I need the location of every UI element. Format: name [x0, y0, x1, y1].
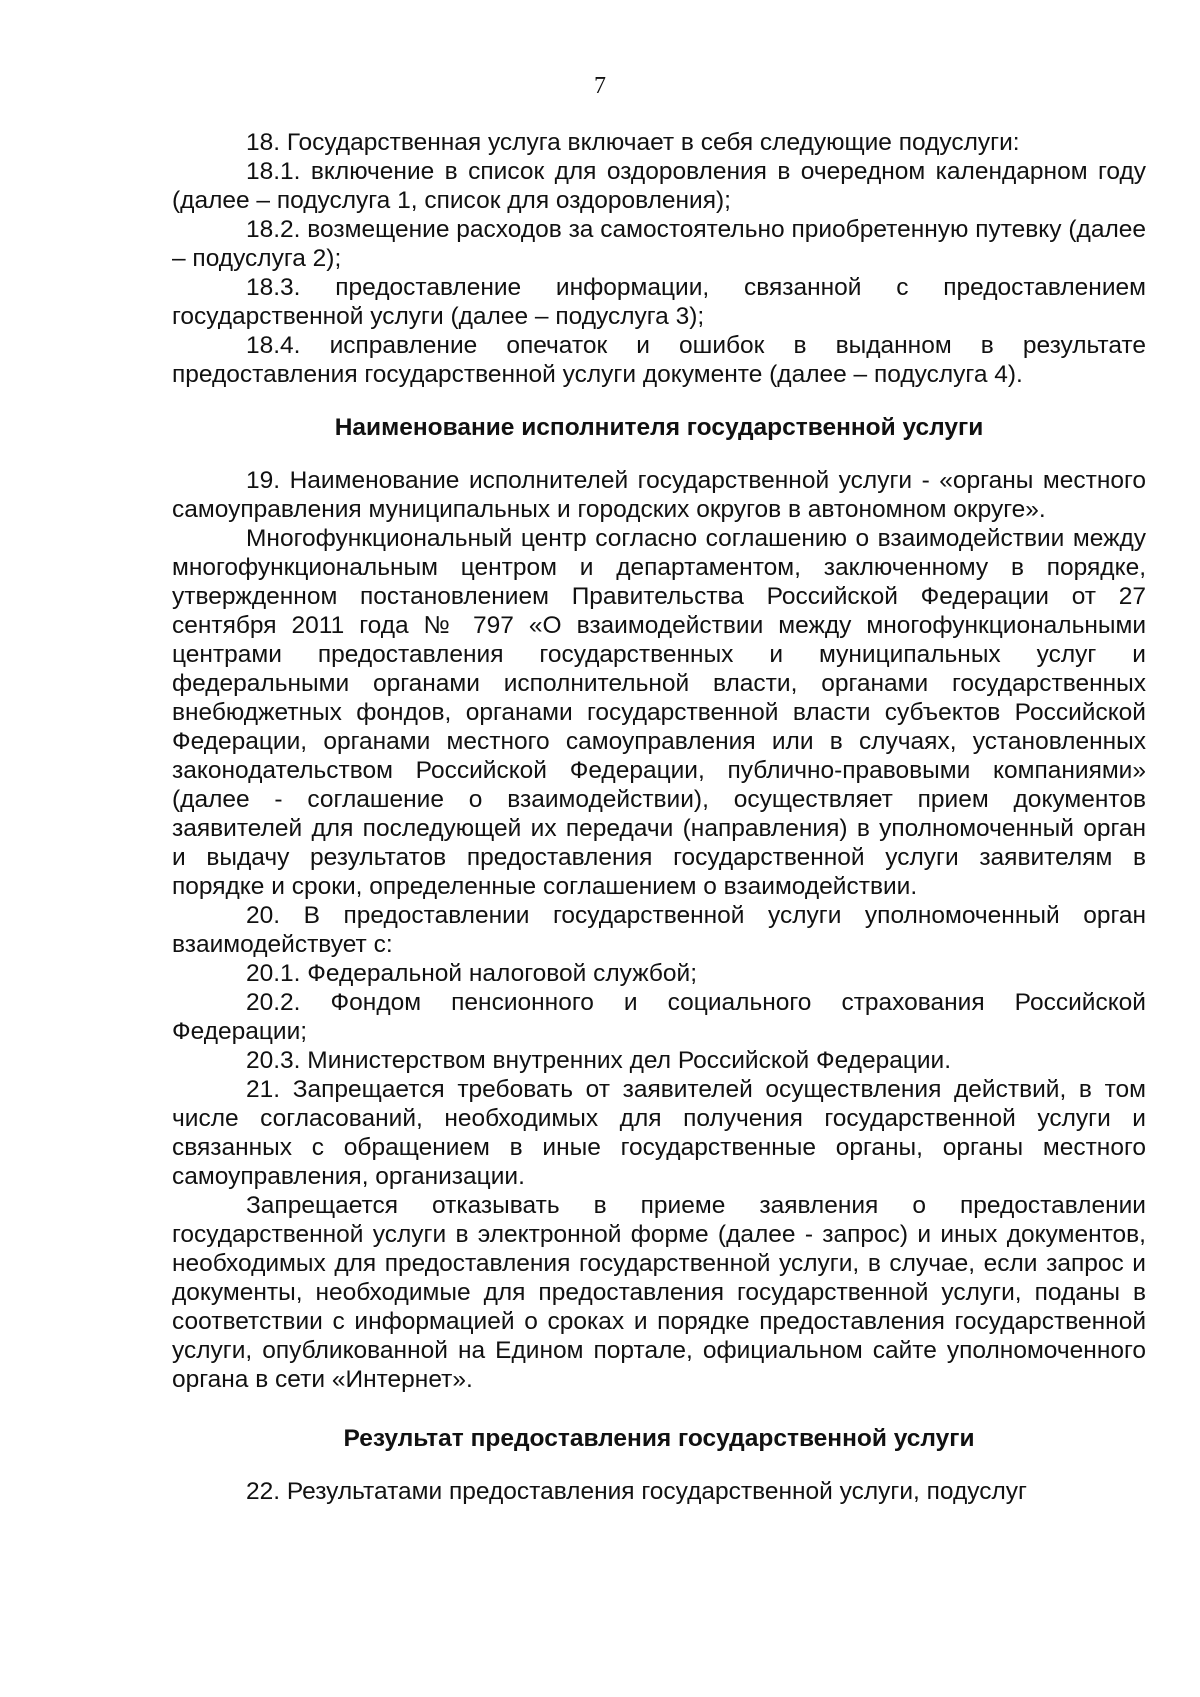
section-heading: Результат предоставления государственной услуги [343, 1425, 975, 1452]
paragraph: 18.2. возмещение расходов за самостоятельно приобретенную путевку (далее – подуслуга 2); [172, 216, 1146, 272]
paragraph: 20.2. Фондом пенсионного и социального страхования Российской Федерации; [172, 989, 1146, 1045]
paragraph: 20.3. Министерством внутренних дел Российской Федерации. [246, 1047, 952, 1074]
paragraph: Запрещается отказывать в приеме заявления о предоставлении государственной услуги в электронной форме (далее - запрос) и иных документов, необходимых для предоставления государственной услуги, в случае, если запрос и документы, необходимые для предоставления государственной услуги, поданы в соответствии с информацией о сроках и порядке предоставления государственной услуги, опубликованной на Едином портале, официальном сайте уполномоченного органа в сети «Интернет». [172, 1192, 1146, 1393]
paragraph: 20.1. Федеральной налоговой службой; [246, 960, 698, 987]
document-body [172, 128, 1146, 1506]
paragraph: 18. Государственная услуга включает в себя следующие подуслуги: [246, 129, 1020, 156]
section-heading: Наименование исполнителя государственной услуги [334, 414, 984, 441]
paragraph: 20. В предоставлении государственной услуги уполномоченный орган взаимодействует с: [172, 902, 1146, 958]
page-number: 7 [594, 73, 606, 99]
paragraph: 21. Запрещается требовать от заявителей осуществления действий, в том числе согласований, необходимых для получения государственной услуги и связанных с обращением в иные государственные органы, органы местного самоуправления, организации. [172, 1076, 1146, 1190]
paragraph: 18.4. исправление опечаток и ошибок в выданном в результате предоставления государственной услуги документе (далее – подуслуга 4). [172, 332, 1146, 388]
paragraph: 22. Результатами предоставления государственной услуги, подуслуг [246, 1478, 1027, 1505]
paragraph: Многофункциональный центр согласно соглашению о взаимодействии между многофункциональным центром и департаментом, заключенному в порядке, утвержденном постановлением Правительства Российской Федерации от 27 сентября 2011 года № 797 «О взаимодействии между многофункциональными центрами предоставления государственных и муниципальных услуг и федеральными органами исполнительной власти, органами государственных внебюджетных фондов, органами государственной власти субъектов Российской Федерации, органами местного самоуправления или в случаях, установленных законодательством Российской Федерации, публично-правовыми компаниями» (далее - соглашение о взаимодействии), осуществляет прием документов заявителей для последующей их передачи (направления) в уполномоченный орган и выдачу результатов предоставления государственной услуги заявителям в порядке и сроки, определенные соглашением о взаимодействии. [172, 525, 1146, 900]
paragraph: 18.3. предоставление информации, связанной с предоставлением государственной услуги (далее – подуслуга 3); [172, 274, 1146, 330]
paragraph: 19. Наименование исполнителей государственной услуги - «органы местного самоуправления муниципальных и городских округов в автономном округе». [172, 467, 1146, 523]
paragraph: 18.1. включение в список для оздоровления в очередном календарном году (далее – подуслуга 1, список для оздоровления); [172, 158, 1146, 214]
